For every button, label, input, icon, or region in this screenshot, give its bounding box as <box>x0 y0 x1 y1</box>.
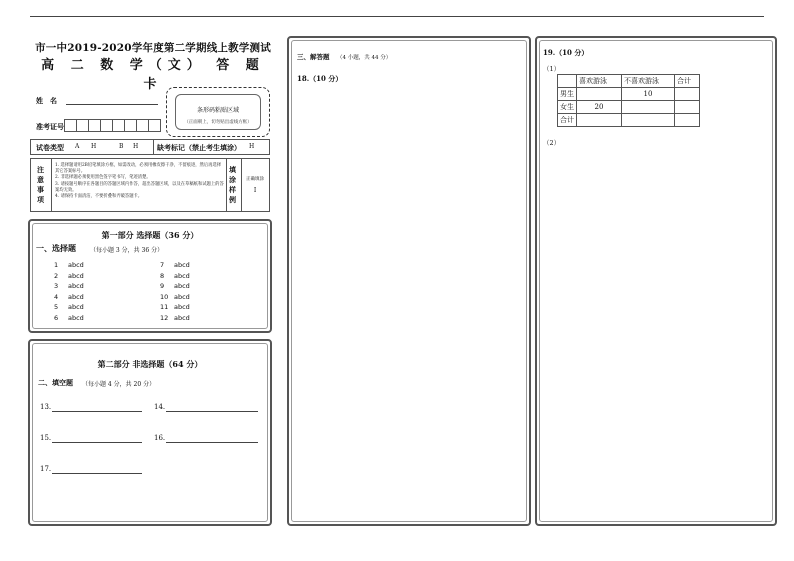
part2-panel <box>28 339 272 526</box>
part1-panel <box>28 219 272 333</box>
table-cell <box>622 101 675 114</box>
name-field[interactable] <box>66 104 158 105</box>
blank-14[interactable] <box>166 411 258 412</box>
top-rule <box>30 16 764 17</box>
notes-list <box>55 163 225 200</box>
part1-section: 一、选择题 <box>36 243 76 253</box>
mc-question-number: 12 <box>160 313 169 322</box>
paper-type-a-mark[interactable]: H <box>91 143 97 150</box>
example-mark: I <box>253 187 257 194</box>
note-item: 4. 请保持卡面清洁，不要折叠和弄破答题卡。 <box>55 194 143 200</box>
mc-options[interactable]: abcd <box>68 292 84 301</box>
mc-question-row <box>160 314 240 325</box>
table-cell: 女生 <box>558 101 577 114</box>
note-item: 2. 非选择题必须使用黑色签字笔书写，笔迹清楚。 <box>55 175 151 181</box>
mc-question-row <box>160 293 240 304</box>
school-title: 市一中2019-2020学年度第二学期线上教学测试 <box>35 42 271 54</box>
blank-13[interactable] <box>52 411 142 412</box>
mc-question-number: 6 <box>54 313 59 322</box>
example-label: 填涂样例 <box>229 165 236 204</box>
table-cell: 20 <box>577 101 622 114</box>
table-cell: 10 <box>622 88 675 101</box>
note-item: 1. 选择题请用2B铅笔填涂方框，如需改动，必须用橡皮擦干净，不留痕迹，然后再选择其它答案标号。 <box>55 163 222 175</box>
blank-label-15: 15. <box>40 434 52 442</box>
example-text: 正确填涂 <box>246 177 264 182</box>
mc-options[interactable]: abcd <box>174 303 190 312</box>
mc-question-row <box>54 293 134 304</box>
mc-options[interactable]: abcd <box>174 282 190 291</box>
q19-sub2: （2） <box>543 139 561 147</box>
mc-question-row <box>54 282 134 293</box>
exam-no-boxes[interactable] <box>64 119 161 132</box>
mc-question-number: 4 <box>54 292 59 301</box>
absent-mark[interactable]: H <box>249 143 255 150</box>
part2-section-note: （每小题 4 分，共 20 分） <box>82 381 156 388</box>
part1-section-note: （每小题 3 分，共 36 分） <box>90 247 164 254</box>
table-cell <box>622 114 675 127</box>
mc-options[interactable]: abcd <box>174 313 190 322</box>
blank-label-13: 13. <box>40 403 52 411</box>
blank-label-14: 14. <box>154 403 166 411</box>
mc-question-row <box>160 272 240 283</box>
mc-question-row <box>54 303 134 314</box>
blank-label-17: 17. <box>40 465 52 473</box>
q19-panel <box>535 36 777 526</box>
mc-question-row <box>54 261 134 272</box>
mc-options[interactable]: abcd <box>174 261 190 269</box>
table-header-cell: 合计 <box>675 75 700 88</box>
card-title: 高 二 数 学（文） 答 题 卡 <box>41 58 265 92</box>
table-row <box>558 88 700 101</box>
table-header-cell: 不喜欢游泳 <box>622 75 675 88</box>
mc-options[interactable]: abcd <box>68 271 84 280</box>
mc-question-row <box>160 282 240 293</box>
barcode-note: （正面朝上，切勿贴出虚线方框） <box>184 120 252 125</box>
q18-answer-area[interactable] <box>297 88 521 516</box>
paper-type-b-mark[interactable]: H <box>133 143 139 150</box>
name-label: 姓 名 <box>36 96 57 105</box>
blank-15[interactable] <box>52 442 142 443</box>
mc-question-number: 11 <box>160 303 169 312</box>
mc-question-row <box>54 272 134 283</box>
table-row <box>558 114 700 127</box>
absent-label: 缺考标记（禁止考生填涂） <box>157 143 241 152</box>
blank-label-16: 16. <box>154 434 166 442</box>
paper-type-b: B <box>119 143 124 150</box>
contingency-table <box>557 74 700 127</box>
notes-label: 注意事项 <box>37 165 44 204</box>
table-row <box>558 101 700 114</box>
exam-no-label: 准考证号 <box>36 122 64 131</box>
q19-sub1: （1） <box>543 65 561 73</box>
part3-section-note: （4 小题，共 44 分） <box>337 55 392 61</box>
q19-label: 19.（10 分） <box>543 48 589 57</box>
mc-question-number: 10 <box>160 292 169 301</box>
mc-options[interactable]: abcd <box>68 282 84 291</box>
barcode-title: 条形码粘贴区域 <box>196 107 239 114</box>
part1-title: 第一部分 选择题（36 分） <box>101 230 199 240</box>
mc-question-number: 8 <box>160 271 165 280</box>
table-cell: 男生 <box>558 88 577 101</box>
table-header-row <box>558 75 700 88</box>
mc-options[interactable]: abcd <box>68 303 84 312</box>
table-cell <box>675 101 700 114</box>
table-cell <box>675 114 700 127</box>
mc-question-row <box>160 261 240 272</box>
mc-options[interactable]: abcd <box>174 271 190 280</box>
mc-options[interactable]: abcd <box>68 261 84 269</box>
part2-section: 二、填空题 <box>38 378 73 387</box>
q18-label: 18.（10 分） <box>297 74 343 83</box>
mc-question-number: 2 <box>54 271 59 280</box>
mc-question-number: 7 <box>160 261 165 269</box>
mc-options[interactable]: abcd <box>68 313 84 322</box>
mc-options[interactable]: abcd <box>174 292 190 301</box>
q19-answer-area[interactable] <box>543 150 767 516</box>
mc-column-left <box>54 261 134 325</box>
paper-type-a: A <box>75 143 80 150</box>
table-header-cell <box>558 75 577 88</box>
note-item: 3. 请按题号顺序在各题目的答题区域内作答，超出答题区域，以及在草稿纸和试题上的答案均无效。 <box>55 181 224 193</box>
mc-question-number: 3 <box>54 282 59 291</box>
table-cell <box>577 114 622 127</box>
part3-section: 三、解答题 <box>297 53 330 61</box>
notes-box <box>30 158 270 212</box>
mc-question-number: 5 <box>54 303 59 312</box>
mc-column-right <box>160 261 240 325</box>
paper-type-label: 试卷类型 <box>36 143 64 152</box>
blank-17[interactable] <box>52 473 142 474</box>
table-header-cell: 喜欢游泳 <box>577 75 622 88</box>
table-cell: 合计 <box>558 114 577 127</box>
blank-16[interactable] <box>166 442 258 443</box>
part3-panel <box>287 36 531 526</box>
mc-question-row <box>54 314 134 325</box>
mc-question-number: 9 <box>160 282 165 291</box>
part2-title: 第二部分 非选择题（64 分） <box>97 359 203 369</box>
barcode-area <box>166 87 270 137</box>
table-cell <box>675 88 700 101</box>
mc-question-number: 1 <box>54 261 59 269</box>
mc-question-row <box>160 303 240 314</box>
paper-type-row <box>30 139 270 155</box>
table-cell <box>577 88 622 101</box>
